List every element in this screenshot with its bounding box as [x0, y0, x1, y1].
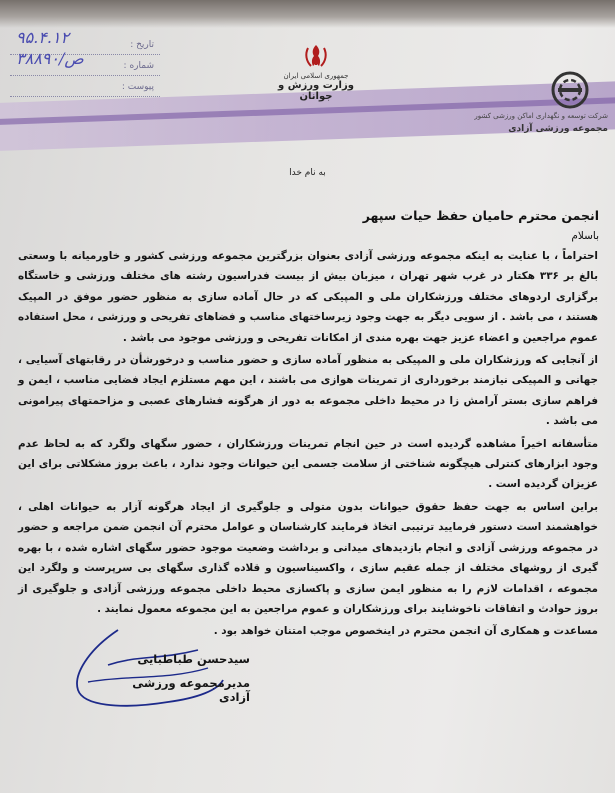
meta-date-handwritten: ۹۵.۴.۱۲: [16, 28, 70, 47]
paragraph-3: متأسفانه اخیراً مشاهده گردیده است در حین انجام تمرینات ورزشکاران ، حضور سگهای ولگرد که به لحاظ عدم وجود ابزارهای کنترلی هیچگونه شناختی از سلامت جسمی این حیوانات وجود ندارد ، باعث بروز مشکلاتی برای این عزیزان گردیده است .: [18, 437, 598, 491]
paragraph-2: از آنجایی که ورزشکاران ملی و المپیکی به منظور آماده سازی و حضور مناسب و درخورشأن در رقابتهای آسیایی ، جهانی و المپیکی نیازمند برخورداری از تمرینات هوازی می باشند ، این مهم مستلزم ایجاد فضایی مناسب ، ایمن و فراهم سازی بستر آرامش زا در محیط داخلی مجموعه به دور از هرگونه فشارهای عصبی و مزاحمتهای پیرامونی می باشد .: [18, 354, 598, 428]
republic-label: جمهوری اسلامی ایران: [283, 72, 349, 80]
paragraph-1: احتراماً ، با عنایت به اینکه مجموعه ورزشی آزادی بعنوان بزرگترین مجموعه ورزشی کشور و خاورمیانه با وسعتی بالغ بر ۳۳۶ هکتار در غرب شهر تهران ، میزبان بیش از بیست فدراسیون رشته های مختلف ورزشی و خاستگاه برگزاری اردوهای مختلف ورزشکاران ملی و المپیکی که در حال آماده سازی به منظور حضور موفق در المپیک هستند ، می باشد . از سویی دیگر به جهت وجود زیرساختهای مناسب و فضاهای تفریحی و ورزشی ، محل استفاده عموم مراجعین و اعضاء عزیز جهت بهره مندی از امکانات تفریحی و ورزشی موجود می باشد .: [18, 250, 598, 344]
org-line: شرکت توسعه و نگهداری اماکن ورزشی کشور: [474, 112, 608, 120]
paragraph-4: براین اساس به جهت حفظ حقوق حیوانات بدون متولی و جلوگیری از ایجاد هرگونه آزار به حیوانات اهلی ، خواهشمند است دستور فرمایید ترتیبی اتخاذ فرمایند کارشناسان و عوامل محترم آن انجمن ضمن مراجعه و حضور در مجموعه ورزشی آزادی و انجام بازدیدهای میدانی و برداشت وضعیت موجود حضور سگهای اشاره شده ، با بهره گیری از روشهای مختلف از جمله عقیم سازی ، واکسیناسیون و قلاده گذاری سگهای بی سرپرست و ولگرد این مجموعه ، اقدامات لازم را به منظور ایمن سازی و پاکسازی محیط داخلی مجموعه ورزشی آزادی و جلوگیری از بروز حوادث و اتفاقات ناخوشایند برای ورزشکاران و عموم مراجعین به این مجموعه معمول نمایند .: [18, 500, 598, 615]
letter-body: [18, 246, 598, 644]
org-circle-logo-icon: [550, 70, 590, 110]
recipient-heading: انجمن محترم حامیان حفظ حیات سپهر: [362, 208, 599, 223]
iran-emblem-icon: [302, 42, 330, 70]
meta-attachment-row: [10, 76, 160, 97]
bismillah: به نام خدا: [289, 168, 326, 178]
meta-number-row: [10, 49, 160, 76]
meta-date-label: تاریخ :: [130, 40, 154, 50]
signer-title: مدیرمجموعه ورزشی آزادی: [132, 676, 250, 704]
meta-number-handwritten: ۳۸۸۹۰/ص: [16, 49, 84, 68]
meta-attachment-label: پیوست :: [121, 82, 154, 92]
signer-name: سیدحسن طباطبایی: [137, 652, 250, 666]
meta-number-label: شماره :: [123, 61, 154, 71]
top-shadow: [0, 0, 615, 28]
org-name: مجموعه ورزشی آزادی: [508, 124, 608, 134]
greeting: باسلام: [571, 230, 599, 242]
ministry-name: وزارت ورزش و جوانان: [278, 80, 354, 102]
paragraph-5: مساعدت و همکاری آن انجمن محترم در اینخصوص موجب امتنان خواهد بود .: [213, 625, 598, 638]
meta-block: [10, 28, 160, 97]
signer-block: [100, 652, 250, 704]
ministry-header: [268, 42, 364, 102]
